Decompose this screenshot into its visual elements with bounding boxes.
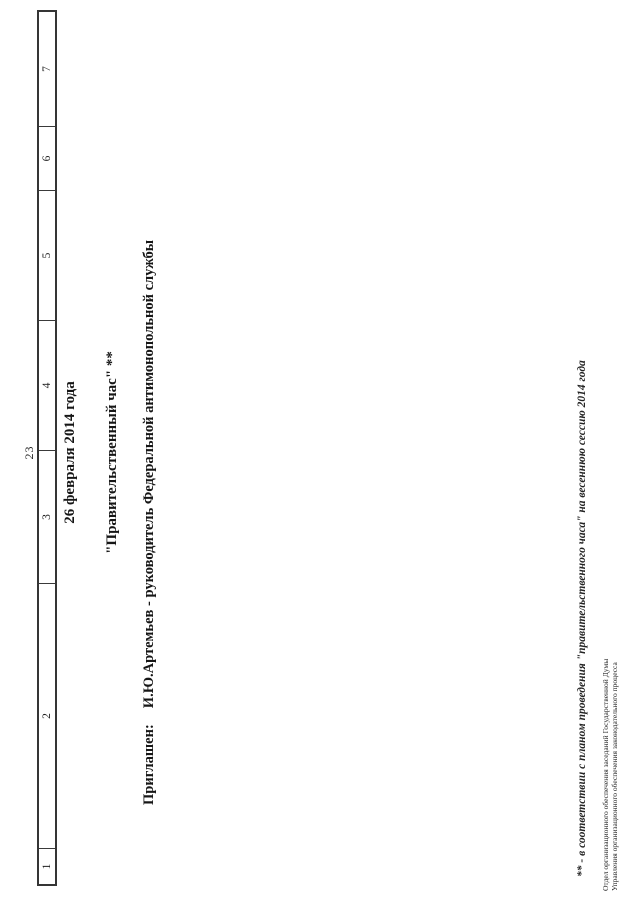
invited-label: Приглашен: (141, 724, 157, 805)
dept-line-1: Отдел организационного обеспечения заседаний Государственной Думы (601, 658, 610, 891)
schedule-table-header-row (37, 10, 57, 886)
invited-line (141, 240, 158, 805)
footnote-session-plan: ** - в соответствии с планом проведения "правительственного часа" на весеннюю сессию 2014 года (576, 360, 588, 877)
table-header-cell-2: 2 (39, 583, 55, 848)
department-signature-block (601, 659, 619, 891)
table-header-cell-6: 6 (39, 126, 55, 190)
table-header-cell-3: 3 (39, 450, 55, 583)
table-header-cell-4: 4 (39, 320, 55, 450)
dept-line-2: Управления организационного обеспечения законодательного процесса (610, 662, 619, 891)
page-number: 23 (22, 445, 36, 460)
event-heading: "Правительственный час" ** (104, 351, 120, 554)
date-heading: 26 февраля 2014 года (62, 381, 78, 524)
table-header-cell-7: 7 (41, 66, 53, 72)
invited-person: И.Ю.Артемьев - руководитель Федеральной антимонопольной службы (141, 239, 157, 709)
table-header-cell-5: 5 (39, 190, 55, 320)
table-header-cell-1: 1 (39, 848, 55, 884)
